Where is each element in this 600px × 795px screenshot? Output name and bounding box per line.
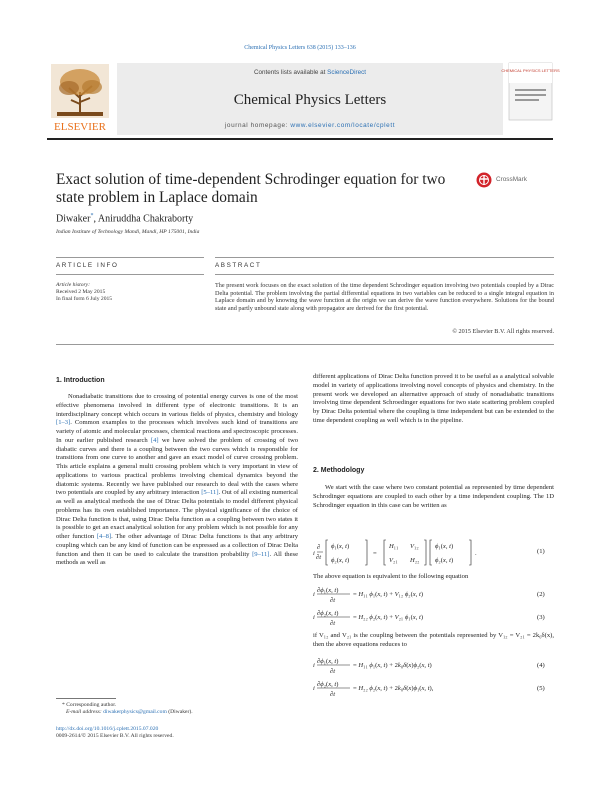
author-separator: , [93,213,96,225]
svg-text:= H₁₁ ϕ₁(x, t) + 2k₀δ(x)ϕ₂(x,: = H₁₁ ϕ₁(x, t) + 2k₀δ(x)ϕ₂(x, t) [353,662,432,669]
equation-3-graphic [313,607,523,629]
equivalence-text: The above equation is equivalent to the following equation [313,573,469,580]
equation-5-number: (5) [537,685,545,692]
footnote-rule [56,698,116,699]
svg-text:ϕ₁(x, t): ϕ₁(x, t) [331,543,350,550]
issn-line: 0009-2614/© 2015 Elsevier B.V. All rights reserved. [56,733,174,739]
svg-text:V₂₁: V₂₁ [389,557,398,564]
article-title: Exact solution of time-dependent Schrodinger equation for two state problem in Laplace domain [56,171,446,206]
article-info-heading: ARTICLE INFO [56,262,119,269]
citation-link[interactable]: [4] [150,436,159,444]
journal-citation[interactable]: Chemical Physics Letters 638 (2015) 133–136 [244,45,356,51]
svg-text:=: = [373,550,377,557]
header-rule [47,138,553,140]
corresponding-author-mark[interactable]: * [90,213,94,219]
svg-text:i: i [313,614,315,621]
email-label: E-mail address: [66,709,102,715]
citation-link[interactable]: [5–11] [201,489,219,497]
svg-text:ϕ₂(x, t): ϕ₂(x, t) [331,557,350,564]
svg-text:∂t: ∂t [330,668,336,675]
abstract-rule-top [215,257,554,258]
svg-text:∂t: ∂t [316,554,322,561]
intro-continuation: different applications of Dirac Delta function proved it to be useful as a analytical solvable model in variety of applications involving novel concepts of physics and chemistry. In the present work we developed an alternative approach of study of nonadiabatic transitions involving time dependent Schroedinger equations for two state scattering problem coupled by Dirac Delta potential where the coupling is time independent but can be extended to the time dependent coupling as well which is in the pipeline. [313,373,554,424]
equation-4 [313,655,523,679]
svg-text:= H₁₁ ϕ₁(x, t) + V₁₂ ϕ₂(x, t): = H₁₁ ϕ₁(x, t) + V₁₂ ϕ₂(x, t) [353,591,424,598]
svg-text:= H₂₂ ϕ₂(x, t) + V₂₁ ϕ₁(x, t): = H₂₂ ϕ₂(x, t) + V₂₁ ϕ₁(x, t) [353,614,424,621]
equation-3 [313,607,523,631]
svg-text:ϕ₂(x, t): ϕ₂(x, t) [435,557,454,564]
footnote [56,702,298,716]
svg-text:∂ϕ₁(x, t): ∂ϕ₁(x, t) [317,587,339,594]
sciencedirect-link[interactable]: ScienceDirect [327,69,366,76]
equation-2-number: (2) [537,591,545,598]
intro-text-2: . Common examples to the processes which involves such kind of transitions are variety of atomic and molecular processes, chemical reactions and spectroscopic processes. In our earlier published research [56,419,298,444]
abstract-bottom-rule [56,344,554,345]
intro-text-3: we have solved the problem of crossing of two diabatic curves and there is a coupling between the two curves which is responsible for transitions from one curve to another and gave an exact model of curve crossing problem. This article explains a general multi crossing problem which is very important in view of applications to various practical problems involving chemical dynamics beyond the diatomic systems. Recently we have published our research to deal with the cases where two potentials are coupled by any arbitrary interaction [56,436,298,497]
email-link[interactable]: diwakerphysics@gmail.com [103,709,167,715]
equation-3-number: (3) [537,614,545,621]
article-info-rule-top [56,257,204,258]
citation-link[interactable]: [4–8] [96,533,112,540]
journal-homepage [117,122,503,129]
journal-cover-thumbnail[interactable] [501,63,560,120]
homepage-label: journal homepage: [224,122,289,129]
equation-5-graphic [313,678,523,700]
article-info-rule [56,274,204,275]
svg-text:= H₂₂ ϕ₂(x, t) + 2k₀δ(x)ϕ₁(x,: = H₂₂ ϕ₂(x, t) + 2k₀δ(x)ϕ₁(x, t), [353,685,434,692]
svg-text:i: i [313,685,315,692]
intro-text-5: . The other advantage of Dirac Delta functions is that any arbitrary coupling which can be any kind of function can be expressed as a collection of Dirac Delta function and then it can be used to calculate the transition probability [56,533,298,558]
equation-1-graphic [313,536,523,568]
copyright-line: © 2015 Elsevier B.V. All rights reserved. [452,328,554,335]
journal-title: Chemical Physics Letters [233,92,387,108]
svg-text:∂ϕ₂(x, t): ∂ϕ₂(x, t) [317,610,339,617]
svg-text:i: i [313,591,315,598]
history-label: Article history: [56,282,91,288]
svg-text:∂ϕ₂(x, t): ∂ϕ₂(x, t) [317,681,339,688]
abstract-heading: ABSTRACT [215,262,262,269]
doi-block [56,726,298,740]
final-form-date: In final form 6 July 2015 [56,295,113,302]
svg-text:i: i [313,550,315,557]
cover-title: CHEMICAL PHYSICS LETTERS [501,68,560,73]
author-chakraborty[interactable]: Aniruddha Chakraborty [97,213,194,225]
email-owner: (Diwaker). [168,709,193,715]
abstract-rule [215,274,554,275]
doi-link[interactable]: http://dx.doi.org/10.1016/j.cplett.2015.07.020 [56,726,159,732]
contents-line [117,69,503,76]
article-history [56,282,204,302]
svg-text:ϕ₁(x, t): ϕ₁(x, t) [435,543,454,550]
citation-link[interactable]: [1–3] [56,419,71,427]
svg-text:V₁₂: V₁₂ [410,543,419,550]
elsevier-wordmark: ELSEVIER [54,121,106,133]
methodology-paragraph: We start with the case where two constant potential as represented by time dependent Schrodinger equations are coupled to each other by a time independent coupling. The 1D Schrodinger equation in this case can be written as [313,484,554,509]
svg-text:∂t: ∂t [330,691,336,698]
equation-1 [313,536,523,568]
crossmark-label: CrossMark [496,176,527,183]
intro-text-1: Nonadiabatic transitions due to crossing of potential energy curves is one of the most effective phenomena involved in different type of electronic transitions. It is an interdisciplinary concept which occurs in various fields of physics, chemistry and biology [56,393,298,418]
abstract-text: The present work focuses on the exact solution of the time dependent Schrodinger equation involving two potentials coupled by a Dirac Delta potential. The problem involving the partial differential equations in two variables can be reduced to a single integral equation in Laplace domain and by knowing the wave function at the origin we can derive the wave function everywhere. Solutions for the bound state and partly unbound state along with propagator are derived for the first potential. [215,282,554,312]
equation-2 [313,584,523,608]
svg-text:∂ϕ₁(x, t): ∂ϕ₁(x, t) [317,658,339,665]
author-list [56,213,193,224]
equation-2-graphic [313,584,523,606]
svg-text:H₂₂: H₂₂ [410,557,420,564]
received-date: Received 2 May 2015 [56,288,106,295]
equation-1-number: (1) [537,548,545,555]
introduction-paragraph [56,393,298,568]
affiliation: Indian Institute of Technology Mandi, Mandi, HP 175001, India [56,229,200,235]
equation-4-number: (4) [537,662,545,669]
homepage-link[interactable]: www.elsevier.com/locate/cplett [290,122,396,129]
svg-text:∂: ∂ [317,544,321,551]
methodology-heading: 2. Methodology [313,467,365,474]
svg-text:i: i [313,662,315,669]
crossmark-icon [476,172,492,188]
contents-prefix: Contents lists available at [253,69,326,76]
corresponding-note: * Corresponding author. [62,702,117,708]
intro-text-6: . All these methods as well as [56,550,298,567]
intro-text-4: . Out of all existing numerical as well as analytical methods the use of Dirac Delta potentials to model different physical problems has its own established importance. The physical significance of the choice of Dirac Delta function is that, using Dirac Delta function as a coupling between two states it is possible to get an exact analytical solution for any problem which is not possible for any other function [56,489,298,540]
svg-text:∂t: ∂t [330,597,336,604]
svg-text:.: . [475,550,477,557]
author-diwaker[interactable]: Diwaker [56,213,91,225]
citation-link[interactable]: [9–11] [252,550,270,558]
coupling-text: if V₁₂ and V₂₁ is the coupling between the potentials represented by V₁₂ = V₂₁ = 2k₀δ(x), then the above equations reduces to [313,632,554,648]
equation-5 [313,678,523,702]
svg-text:∂t: ∂t [330,620,336,627]
elsevier-logo [47,62,113,134]
svg-text:H₁₁: H₁₁ [389,543,399,550]
crossmark-badge[interactable] [476,172,551,188]
introduction-heading: 1. Introduction [56,377,105,384]
equation-4-graphic [313,655,523,677]
